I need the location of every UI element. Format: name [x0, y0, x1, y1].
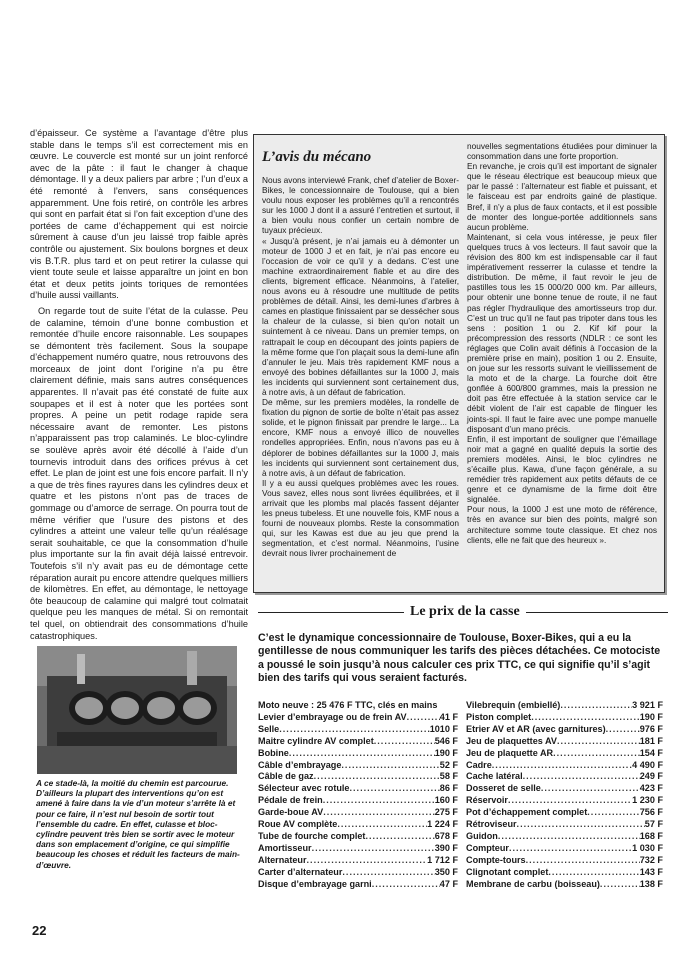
part-name: Rétroviseur: [466, 819, 517, 830]
part-price: 275 F: [434, 807, 458, 818]
price-row: [466, 724, 663, 736]
price-row: [466, 879, 663, 891]
price-row: [466, 855, 663, 867]
photo-caption: A ce stade-là, la moitié du chemin est parcourue. D’ailleurs la plupart des interventions qu’on est amené à faire dans la vie d’un moteur s’arrête là et pour ce faire, il n’est nul besoin de sortir tout l’ensemble du cadre. En effet, culasse et bloc-cylindre peuvent très bien se sortir avec le moteur dans son emplacement d’origine, ce qui simplifie beaucoup les choses et réduit les facteurs de main-d’œuvre.: [36, 778, 240, 870]
price-row: [258, 783, 458, 795]
opinion-paragraph: Pour nous, la 1000 J est une moto de référence, très en avance sur bien des points, malgré son architecture somme toute classique. Et chez nos clients, elle ne fait que des heureux ».: [467, 504, 657, 545]
mechanic-opinion-title: L’avis du mécano: [262, 149, 372, 165]
mechanic-opinion-box: [253, 134, 665, 593]
price-row: [258, 736, 458, 748]
part-price: 58 F: [439, 771, 458, 782]
price-row: [258, 795, 458, 807]
part-name: Guidon: [466, 830, 498, 841]
part-name: Jeu de plaquette AR: [466, 747, 554, 758]
left-article-column: [30, 128, 248, 646]
price-row: [258, 879, 458, 891]
part-price: 1 712 F: [427, 854, 458, 865]
part-name: Clignotant complet: [466, 866, 549, 877]
part-price: 249 F: [639, 771, 663, 782]
price-row: [466, 831, 663, 843]
opinion-paragraph: Enfin, il est important de souligner que l’émaillage noir mat a gagné en qualité depuis la sortie des premiers modèles. Ainsi, le bloc cylindres ne s’écaille plus. Kawa, d’une façon générale, a su remédier très rapidement aux petits défauts de ce genre et ce dynamisme de la firme doit être signalée.: [467, 433, 657, 505]
price-section-intro: C’est le dynamique concessionnaire de Toulouse, Boxer-Bikes, qui a eu la gentillesse de nous communiquer les tarifs des pièces détachées. Ce motociste a poussé le soin jusqu’à nous calculer ces prix TTC, ce qui signifie qu’il s’agit bien des tarifs qui vous seraient facturés.: [258, 632, 661, 685]
part-price: 1 230 F: [632, 795, 663, 806]
part-name: Etrier AV et AR (avec garnitures): [466, 723, 606, 734]
price-row: [258, 724, 458, 736]
opinion-paragraph: nouvelles segmentations étudiées pour diminuer la consommation dans une forte proportion.: [467, 141, 657, 162]
part-name: Carter d’alternateur: [258, 866, 343, 877]
part-price: 390 F: [434, 842, 458, 853]
part-price: 57 F: [644, 819, 663, 830]
opinion-paragraph: De même, sur les premiers modèles, la rondelle de fixation du pignon de sortie de boîte n’était pas assez solide, et le pignon finissait par prendre le large... La encore, KMF nous a envoyé illico de nouvelles rondelles appropriées. Enfin, nous n’avons pas eu à déplorer de bobines défaillantes sur la 1000 J, mais les incidents qui surviennent sont certainement dus, à notre avis, à un défaut de fabrication.: [262, 397, 459, 478]
part-name: Piston complet: [466, 711, 532, 722]
engine-photo-graphic: [37, 646, 237, 774]
price-row: [466, 783, 663, 795]
opinion-paragraph: En revanche, je crois qu’il est important de signaler que le réseau électrique est beaucoup mieux que par le passé : l’alternateur est fiable et puissant, et le faisceau est par endroits gainé de plastique. Bref, il n’y a plus de faux contacts, et il est possible de monter des longue-portée additionnels sans aucun problème.: [467, 161, 657, 232]
opinion-paragraph: « Jusqu’à présent, je n’ai jamais eu à démonter un moteur de 1000 J et en fait, je n’ai pas encore eu l’occasion de voir ce qu’il y a dedans. C’est une machine extraordinairement fiable et au dire des clients, bigrement efficace. Néanmoins, à l’atelier, nous avons eu à résoudre une multitude de petits problèmes de détail. Ainsi, les demi-lunes d’arbres à cames en plastique finissaient par se dessécher sous la chaleur de la culasse, si bien qu’on notait un suintement à ce niveau. Dans un premier temps, on rattrapait le coup en découpant des joints papiers de la même forme que l’on plaçait sous la demi-lune afin d’annuler le jeu. Mais très rapidement KMF nous a envoyé des bobines défaillantes sur la 1000 J, mais les incidents qui surviennent sont certainement dus, à notre avis, à un défaut de fabrication.: [262, 235, 459, 397]
mechanic-opinion-column-2: [467, 141, 657, 545]
part-price: 1 030 F: [632, 842, 663, 853]
part-name: Câble de gaz: [258, 771, 314, 782]
part-price: 52 F: [439, 759, 458, 770]
part-name: Roue AV complète: [258, 819, 338, 830]
part-price: 1010 F: [429, 723, 458, 734]
price-row: [466, 760, 663, 772]
part-price: 4 490 F: [632, 759, 663, 770]
part-price: 154 F: [639, 747, 663, 758]
part-price: 160 F: [434, 795, 458, 806]
part-price: 3 921 F: [632, 700, 663, 710]
part-name: Réservoir: [466, 795, 508, 806]
price-row: [466, 819, 663, 831]
part-price: 350 F: [434, 866, 458, 877]
price-row: [466, 843, 663, 855]
part-price: 423 F: [639, 783, 663, 794]
part-name: Disque d’embrayage garni: [258, 878, 372, 889]
price-row: [258, 843, 458, 855]
part-name: Amortisseur: [258, 842, 312, 853]
price-row: [466, 736, 663, 748]
part-price: 732 F: [639, 854, 663, 865]
part-name: Selle: [258, 723, 280, 734]
part-name: Compte-tours: [466, 854, 526, 865]
opinion-paragraph: Maintenant, si cela vous intéresse, je peux filer quelques trucs à vos lecteurs. Il faut savoir que la révision des 800 km est indispensable car il faut impérativement resserrer la culasse et tendre la distribution. De même, il faut revoir le jeu de pastilles tous les 15 000/20 000 km. Par ailleurs, pour obtenir une bonne tenue de route, il ne faut pas régler l’hydraulique des amortisseurs trop dur. C’est un truc qu’il ne faut pas tripoter dans tous les sens : position 1 ou 2. Kif kif pour la précompression des ressorts (NDLR : ce sont les réglages que Colin avait définis à l’occasion de la première prise en main), position 1 ou 2. Ensuite, on joue sur les ressorts suivant le vieillissement de la moto et de la charge. La fourche doit être gonflée à 600/800 grammes, mais la pression ne doit pas être effectuée à la station service car le débit violent de l’air est capable de flinguer les joints-spi. Il faut le faire avec une pompe manuelle disposant d’un mano précis.: [467, 231, 657, 434]
engine-photo: [37, 646, 237, 774]
price-row: [258, 760, 458, 772]
part-name: Garde-boue AV: [258, 807, 324, 818]
price-row: [466, 795, 663, 807]
part-name: Tube de fourche complet: [258, 830, 366, 841]
article-paragraph: d’épaisseur. Ce système a l’avantage d’être plus stable dans le temps s’il est correctement mis en œuvre. Le couvercle est monté sur un joint renforcé avec de la pâte : il faut le changer à chaque démontage. Il y a deux paliers par arbre ; l’un d’eux a été remonté à l’envers, sans conséquences apparemment. Une fois retiré, on contrôle les arbres qui sont en parfait état si l’on fait exception d’une des portées de came d’échappement qui est noircie sûrement à cause d’un jeu laissé trop faible après contrôle ou ajustement. Six boulons borgnes et deux vis B.T.R. plus tard et on peut retirer la culasse qui vient toute seule et laisse apparaître un joint en bon état et deux petits joints toriques de remontées d’huile aussi vaillants.: [30, 128, 248, 301]
price-row: [466, 807, 663, 819]
part-name: Alternateur: [258, 854, 307, 865]
part-price: 678 F: [434, 830, 458, 841]
part-price: 1 224 F: [427, 819, 458, 830]
part-name: Membrane de carbu (boisseau): [466, 878, 600, 889]
part-price: 190 F: [434, 747, 458, 758]
part-name: Dosseret de selle: [466, 783, 541, 794]
part-price: 86 F: [439, 783, 458, 794]
part-name: Moto neuve : 25 476 F TTC, clés en mains: [258, 700, 438, 710]
price-row: [466, 700, 663, 712]
part-price: 47 F: [439, 878, 458, 889]
part-price: 143 F: [639, 866, 663, 877]
price-row: [258, 819, 458, 831]
part-name: Pot d’échappement complet: [466, 807, 588, 818]
price-row: [466, 712, 663, 724]
part-name: Compteur: [466, 842, 509, 853]
price-row: [258, 771, 458, 783]
part-name: Câble d’embrayage: [258, 759, 342, 770]
page-number: 22: [32, 923, 47, 938]
price-row: [466, 771, 663, 783]
part-price: 546 F: [434, 735, 458, 746]
article-paragraph: On regarde tout de suite l’état de la culasse. Peu de calamine, témoin d’une bonne combustion et remontée d’huile encore raisonnable. Les soupapes se démontent très facilement. Sous la soupape d’échappement numéro quatre, nous retrouvons des morceaux de joint dont l’origine n’a pu être clairement définie, mais sans autres conséquences apparentes. Il n’avait pas été constaté de fuite aux soupapes et il est à noter que les portées sont propres. A peine un petit rodage rapide sera nécessaire avant de remonter. Les pistons n’apparaissent pas trop calaminés. Le bloc-cylindre se soulève après avoir été décollé à l’aide d’un tournevis introduit dans des orifices prévus à cet effet. Le plan de joint est une fois encore parfait. Il n’y a que de très fines rayures dans les cylindres deux et quatre et les pistons n’ont pas de traces de gommage ou d’amorce de serrage. On pourra tout de même vérifier que l’usure des pistons et des cylindres a atteint une valeur telle qu’un réalésage serait souhaitable, ce que la consommation d’huile plus importante sur la fin avait déjà laissé entrevoir. Toutefois s’il n’y avait pas eu de démontage cette réparation aurait pu encore attendre quelques milliers de kilomètres. En effet, au démontage, le nettoyage ôte beaucoup de calamine qui malgré tout colmatait quelque peu les manques de métal. Si on remontait tel quel, on obtiendrait des consommations d’huile catastrophiques.: [30, 305, 248, 641]
part-price: 138 F: [639, 878, 663, 889]
price-row: [258, 712, 458, 724]
part-price: 190 F: [639, 711, 663, 722]
opinion-paragraph: Il y a eu aussi quelques problèmes avec les roues. Vous savez, elles nous sont livrées équilibrées, et il arrivait que les plombs mal placés fassent déjanter les pneus tubeless. Et une nouvelle fois, KMF nous a fourni de nouveaux plombs. Reste la consommation qui, sur les Kawas est due au jeu que prend la segmentation, et c’est normal. Néanmoins, l’usine devrait nous livrer prochainement de: [262, 477, 459, 559]
price-row: [258, 700, 458, 712]
part-price: 181 F: [639, 735, 663, 746]
part-name: Cadre: [466, 759, 492, 770]
price-row: [466, 748, 663, 760]
part-price: 756 F: [639, 807, 663, 818]
price-list-left: [258, 700, 458, 891]
part-name: Bobine: [258, 747, 289, 758]
part-name: Vilebrequin (embiellé): [466, 700, 561, 710]
price-section-title: Le prix de la casse: [404, 604, 526, 620]
price-row: [258, 855, 458, 867]
part-name: Sélecteur avec rotule: [258, 783, 350, 794]
part-name: Jeu de plaquettes AV: [466, 735, 557, 746]
part-name: Cache latéral: [466, 771, 523, 782]
price-row: [258, 831, 458, 843]
part-name: Levier d’embrayage ou de frein AV: [258, 711, 407, 722]
part-name: Maitre cylindre AV complet: [258, 735, 374, 746]
price-list-right: [466, 700, 663, 891]
part-name: Pédale de frein: [258, 795, 323, 806]
part-price: 168 F: [639, 830, 663, 841]
part-price: 41 F: [439, 711, 458, 722]
part-price: 976 F: [639, 723, 663, 734]
opinion-paragraph: Nous avons interviewé Frank, chef d’atelier de Boxer-Bikes, le concessionnaire de Toulouse, qui a bien voulu nous exposer les problèmes qu’il a rencontrés sur les 1000 J dont il a assuré l’entretien et surtout, il a bien voulu nous confier un certain nombre de tuyaux précieux.: [262, 175, 459, 236]
price-row: [258, 807, 458, 819]
mechanic-opinion-column-1: [262, 175, 459, 559]
price-row: [258, 748, 458, 760]
price-row: [466, 867, 663, 879]
price-row: [258, 867, 458, 879]
